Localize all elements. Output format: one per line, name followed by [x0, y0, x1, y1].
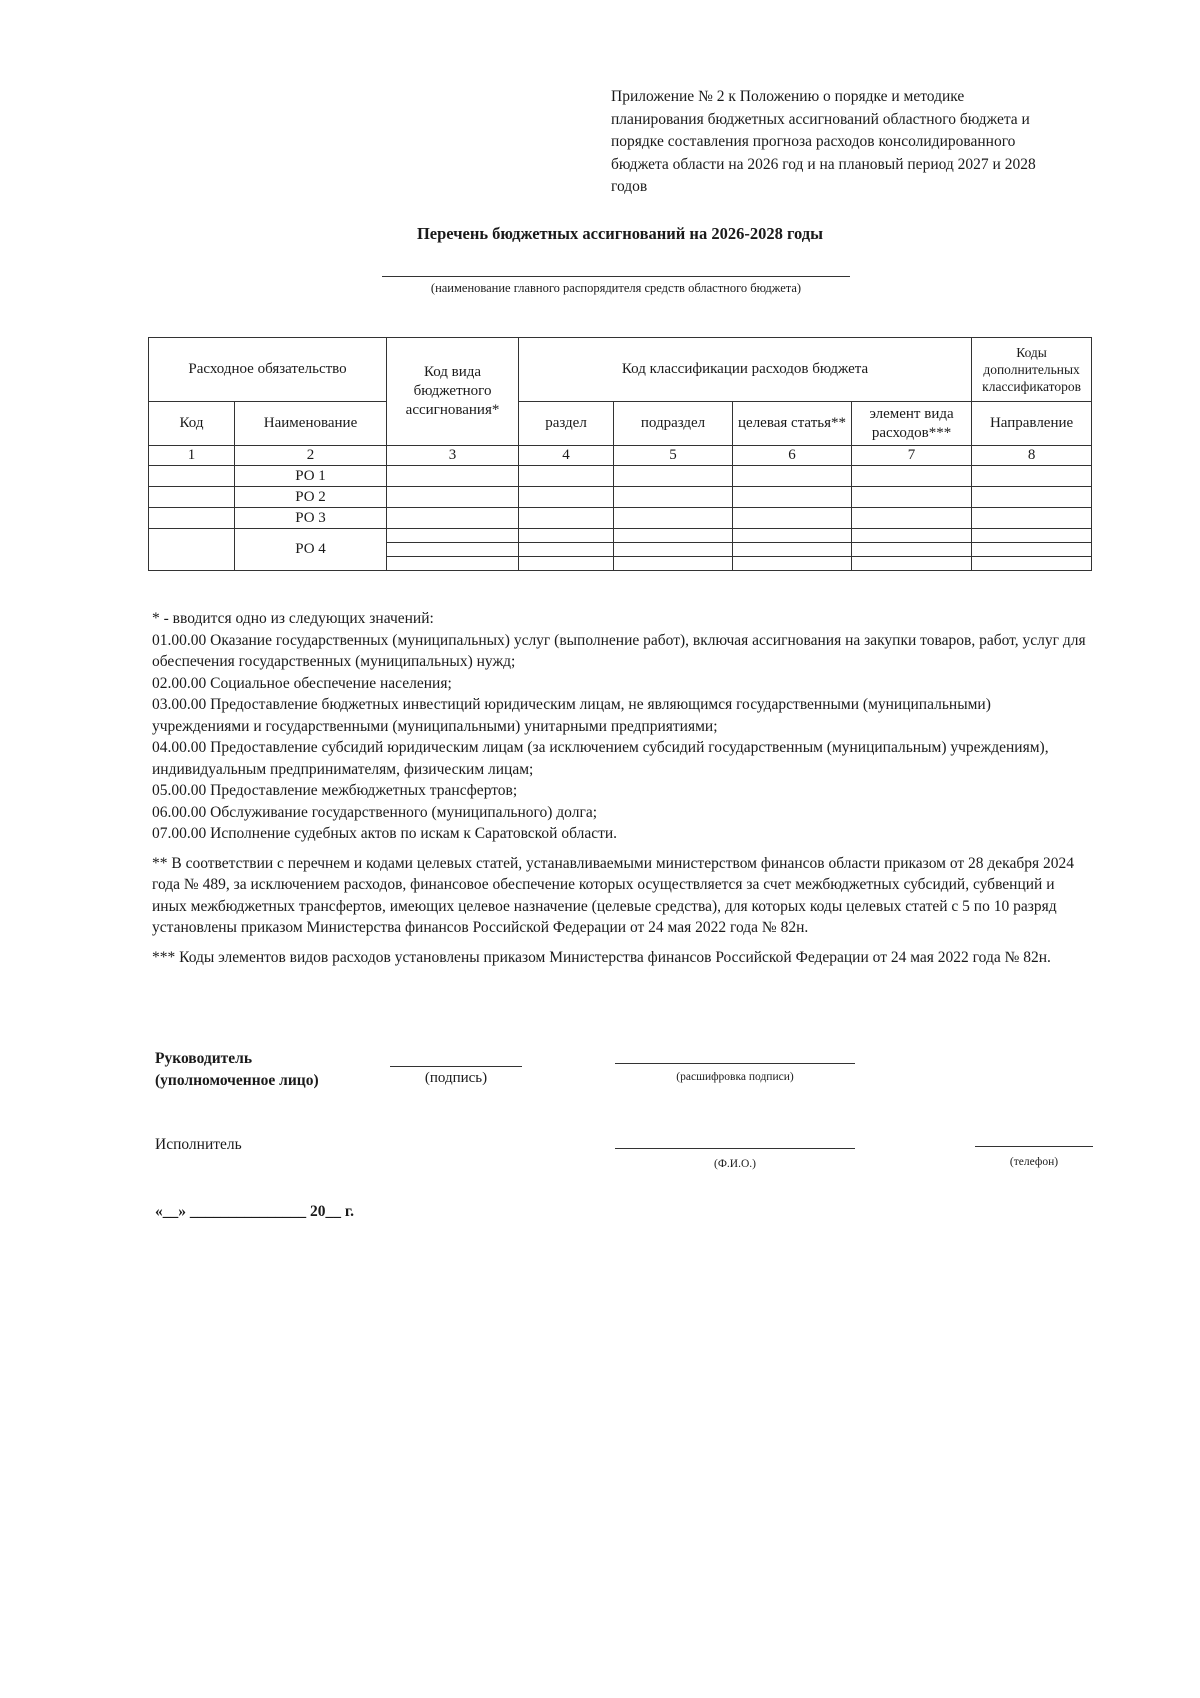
cell-empty[interactable] [387, 529, 519, 543]
cell-name: РО 1 [235, 466, 387, 487]
appendix-header [611, 86, 1091, 199]
cell-code[interactable] [149, 487, 235, 508]
footnote-1-item: 05.00.00 Предоставление межбюджетных трансфертов; [152, 782, 518, 799]
cell-empty[interactable] [733, 466, 852, 487]
table-row [149, 529, 1092, 543]
cell-empty[interactable] [519, 543, 614, 557]
cell-empty[interactable] [972, 466, 1092, 487]
head-label-line: (уполномоченное лицо) [155, 1072, 319, 1089]
executor-fio-line[interactable] [615, 1148, 855, 1149]
cell-name: РО 2 [235, 487, 387, 508]
cell-empty[interactable] [852, 543, 972, 557]
header-direction: Направление [972, 402, 1092, 446]
signature-decode-caption: (расшифровка подписи) [676, 1071, 794, 1083]
cell-empty[interactable] [733, 557, 852, 571]
footnote-1-item: 03.00.00 Предоставление бюджетных инвестиций юридическим лицам, не являющимся государственными (муниципальными) учреждениями и государственными (муниципальными) унитарными предприятиями; [152, 696, 991, 735]
column-number: 3 [387, 446, 519, 466]
signature-caption: (подпись) [424, 1070, 488, 1086]
header-target-article: целевая статья** [733, 402, 852, 446]
executor-fio-caption: (Ф.И.О.) [714, 1158, 756, 1170]
header-section: раздел [519, 402, 614, 446]
cell-empty[interactable] [852, 508, 972, 529]
cell-empty[interactable] [614, 557, 733, 571]
document-title: Перечень бюджетных ассигнований на 2026-2028 годы [416, 224, 824, 243]
header-code: Код [149, 402, 235, 446]
footnote-1-item: 02.00.00 Социальное обеспечение населения; [152, 674, 452, 692]
cell-code[interactable] [149, 466, 235, 487]
footnote-1-item: 01.00.00 Оказание государственных (муниципальных) услуг (выполнение работ), включая ассигнования на закупки товаров, работ, услуг для обеспечения государственных (муниципальных) нужд; [152, 631, 1086, 670]
cell-empty[interactable] [972, 557, 1092, 571]
cell-empty[interactable] [387, 543, 519, 557]
table-row [149, 466, 1092, 487]
cell-empty[interactable] [852, 529, 972, 543]
cell-empty[interactable] [972, 543, 1092, 557]
cell-name: РО 4 [235, 529, 387, 571]
cell-code[interactable] [149, 529, 235, 571]
cell-empty[interactable] [614, 466, 733, 487]
cell-empty[interactable] [614, 508, 733, 529]
header-subsection: подраздел [614, 402, 733, 446]
distributor-name-caption: (наименование главного распорядителя средств областного бюджета) [430, 281, 802, 295]
footnote-1-item: 06.00.00 Обслуживание государственного (муниципального) долга; [152, 803, 598, 821]
cell-empty[interactable] [852, 466, 972, 487]
cell-empty[interactable] [614, 487, 733, 508]
signature-decode-line[interactable] [615, 1063, 855, 1064]
footnote-2: ** В соответствии с перечнем и кодами целевых статей, устанавливаемыми министерством финансов области приказом от 28 декабря 2024 года № 489, за исключением расходов, финансовое обеспечение которых осуществляется за счет межбюджетных субсидий, субвенций и иных межбюджетных трансфертов, имеющих целевое назначение (целевые средства), для которых коды целевых статей с 5 по 10 разряд установлены приказом Министерства финансов Российской Федерации от 24 мая 2022 года № 82н. [152, 854, 1075, 936]
distributor-name-line[interactable] [382, 276, 850, 277]
cell-empty[interactable] [972, 508, 1092, 529]
appendix-line: годов [611, 178, 648, 195]
cell-empty[interactable] [733, 487, 852, 508]
cell-empty[interactable] [519, 557, 614, 571]
cell-empty[interactable] [972, 529, 1092, 543]
column-numbers-row [149, 446, 1092, 466]
appendix-line: Приложение № 2 к Положению о порядке и методике [611, 88, 965, 105]
header-classification: Код классификации расходов бюджета [519, 338, 972, 402]
footnote-1-item: 04.00.00 Предоставление субсидий юридическим лицам (за исключением субсидий государственным (муниципальным) учреждениям), индивидуальным предпринимателям, физическим лицам; [152, 739, 1049, 778]
cell-empty[interactable] [733, 543, 852, 557]
footnotes [152, 608, 1092, 968]
cell-empty[interactable] [519, 487, 614, 508]
footnote-1-intro: * - вводится одно из следующих значений: [152, 610, 434, 627]
cell-empty[interactable] [614, 529, 733, 543]
cell-empty[interactable] [519, 466, 614, 487]
cell-empty[interactable] [733, 529, 852, 543]
header-obligation: Расходное обязательство [149, 338, 387, 402]
column-number: 4 [519, 446, 614, 466]
footnote-1-item: 07.00.00 Исполнение судебных актов по искам к Саратовской области. [152, 825, 618, 842]
cell-empty[interactable] [614, 543, 733, 557]
appendix-line: планирования бюджетных ассигнований областного бюджета и [611, 110, 1030, 128]
cell-empty[interactable] [387, 557, 519, 571]
cell-empty[interactable] [972, 487, 1092, 508]
cell-empty[interactable] [519, 508, 614, 529]
head-label-line: Руководитель [155, 1050, 253, 1067]
footnote-3: *** Коды элементов видов расходов установлены приказом Министерства финансов Российской Федерации от 24 мая 2022 года № 82н. [152, 948, 1051, 966]
appendix-line: бюджета области на 2026 год и на плановый период 2027 и 2028 [611, 155, 1036, 173]
table-row [149, 487, 1092, 508]
head-label [155, 1048, 319, 1092]
date-line[interactable]: «__» _______________ 20__ г. [155, 1203, 355, 1220]
cell-empty[interactable] [733, 508, 852, 529]
cell-empty[interactable] [387, 466, 519, 487]
header-expense-element: элемент вида расходов*** [852, 402, 972, 446]
executor-phone-caption: (телефон) [1009, 1156, 1059, 1168]
column-number: 7 [852, 446, 972, 466]
cell-empty[interactable] [387, 508, 519, 529]
cell-empty[interactable] [852, 557, 972, 571]
cell-empty[interactable] [852, 487, 972, 508]
column-number: 6 [733, 446, 852, 466]
cell-code[interactable] [149, 508, 235, 529]
header-assignment-code: Код вида бюджетного ассигнования* [387, 338, 519, 446]
header-name: Наименование [235, 402, 387, 446]
appendix-line: порядке составления прогноза расходов консолидированного [611, 133, 1016, 150]
executor-label: Исполнитель [155, 1136, 242, 1153]
signature-line[interactable] [390, 1066, 522, 1067]
assignments-table [148, 337, 1092, 571]
column-number: 1 [149, 446, 235, 466]
cell-name: РО 3 [235, 508, 387, 529]
column-number: 5 [614, 446, 733, 466]
cell-empty[interactable] [387, 487, 519, 508]
column-number: 2 [235, 446, 387, 466]
executor-phone-line[interactable] [975, 1146, 1093, 1147]
cell-empty[interactable] [519, 529, 614, 543]
header-extra-codes: Коды дополнительных классификаторов [972, 338, 1092, 402]
column-number: 8 [972, 446, 1092, 466]
table-row [149, 508, 1092, 529]
